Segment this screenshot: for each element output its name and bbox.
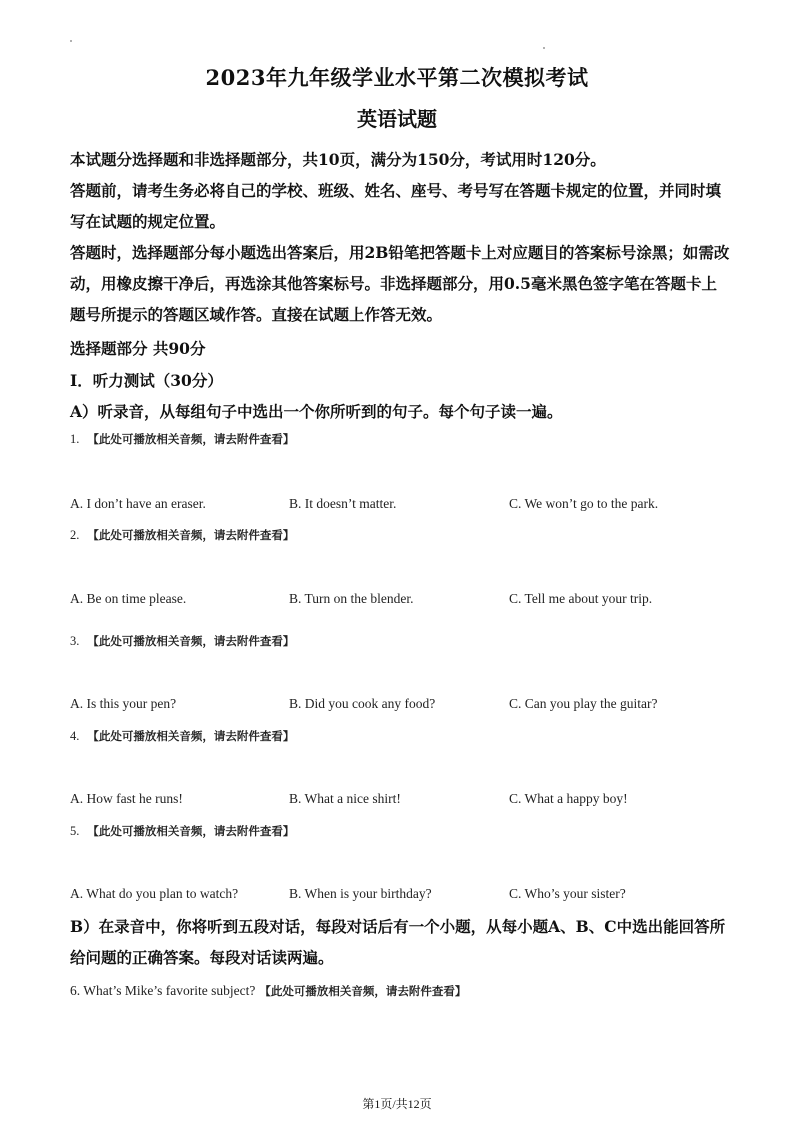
exam-title: 2023年九年级学业水平第二次模拟考试 — [205, 65, 589, 90]
question-number: 2. — [70, 528, 80, 542]
option-a: A. I don’t have an eraser. — [70, 496, 206, 511]
option-c: C. Who’s your sister? — [509, 886, 626, 901]
section-header: 选择题部分 共90分 — [70, 339, 206, 358]
part-a-instruction: A）听录音，从每组句子中选出一个你所听到的句子。每个句子读一遍。 — [70, 402, 563, 421]
audio-note: 【此处可播放相关音频，请去附件查看】 — [87, 729, 295, 743]
question-6-text: 6. What’s Mike’s favorite subject? — [70, 983, 256, 998]
option-c: C. Tell me about your trip. — [509, 591, 653, 606]
instruction-3: 答题时，选择题部分每小题选出答案后，用2B铅笔把答题卡上对应题目的答案标号涂黑；如需改动，用橡皮擦干净后，再选涂其他答案标号。非选择题部分，用0.5毫米黑色签字笔在答题卡上题号所提示的答题区域作答。直接在试题上作答无效。 — [70, 243, 730, 324]
option-a: A. Be on time please. — [70, 591, 187, 606]
question-number: 5. — [70, 824, 80, 838]
option-b: B. When is your birthday? — [289, 886, 432, 901]
option-b: B. What a nice shirt! — [289, 791, 401, 806]
question-2 — [70, 527, 294, 543]
question-6 — [70, 983, 466, 999]
page-footer: 第1页/共12页 — [362, 1097, 432, 1111]
question-number: 4. — [70, 729, 80, 743]
question-4 — [70, 728, 294, 744]
question-5 — [70, 823, 294, 839]
listening-title: Ⅰ．听力测试（30分） — [70, 371, 223, 390]
option-b: B. Turn on the blender. — [289, 591, 414, 606]
question-1 — [70, 431, 294, 447]
audio-note: 【此处可播放相关音频，请去附件查看】 — [87, 528, 295, 542]
question-number: 3. — [70, 634, 80, 648]
instruction-2: 答题前，请考生务必将自己的学校、班级、姓名、座号、考号写在答题卡规定的位置，并同时填写在试题的规定位置。 — [70, 181, 722, 231]
scan-speck — [543, 47, 545, 49]
question-3 — [70, 633, 294, 649]
option-c: C. We won’t go to the park. — [509, 496, 659, 511]
option-a: A. What do you plan to watch? — [70, 886, 239, 901]
option-a: A. Is this your pen? — [70, 696, 177, 711]
part-b-instruction: B）在录音中，你将听到五段对话，每段对话后有一个小题，从每小题A、B、C中选出能回答所给问题的正确答案。每段对话读两遍。 — [70, 917, 726, 967]
option-b: B. It doesn’t matter. — [289, 496, 397, 511]
exam-subtitle: 英语试题 — [357, 107, 437, 131]
audio-note: 【此处可播放相关音频，请去附件查看】 — [87, 432, 295, 446]
question-number: 1. — [70, 432, 80, 446]
instruction-1: 本试题分选择题和非选择题部分，共10页，满分为150分，考试用时120分。 — [70, 150, 606, 169]
option-a: A. How fast he runs! — [70, 791, 183, 806]
scan-speck — [70, 40, 72, 42]
audio-note: 【此处可播放相关音频，请去附件查看】 — [87, 634, 295, 648]
audio-note: 【此处可播放相关音频，请去附件查看】 — [259, 984, 467, 998]
audio-note: 【此处可播放相关音频，请去附件查看】 — [87, 824, 295, 838]
option-c: C. Can you play the guitar? — [509, 696, 658, 711]
option-c: C. What a happy boy! — [509, 791, 628, 806]
option-b: B. Did you cook any food? — [289, 696, 436, 711]
